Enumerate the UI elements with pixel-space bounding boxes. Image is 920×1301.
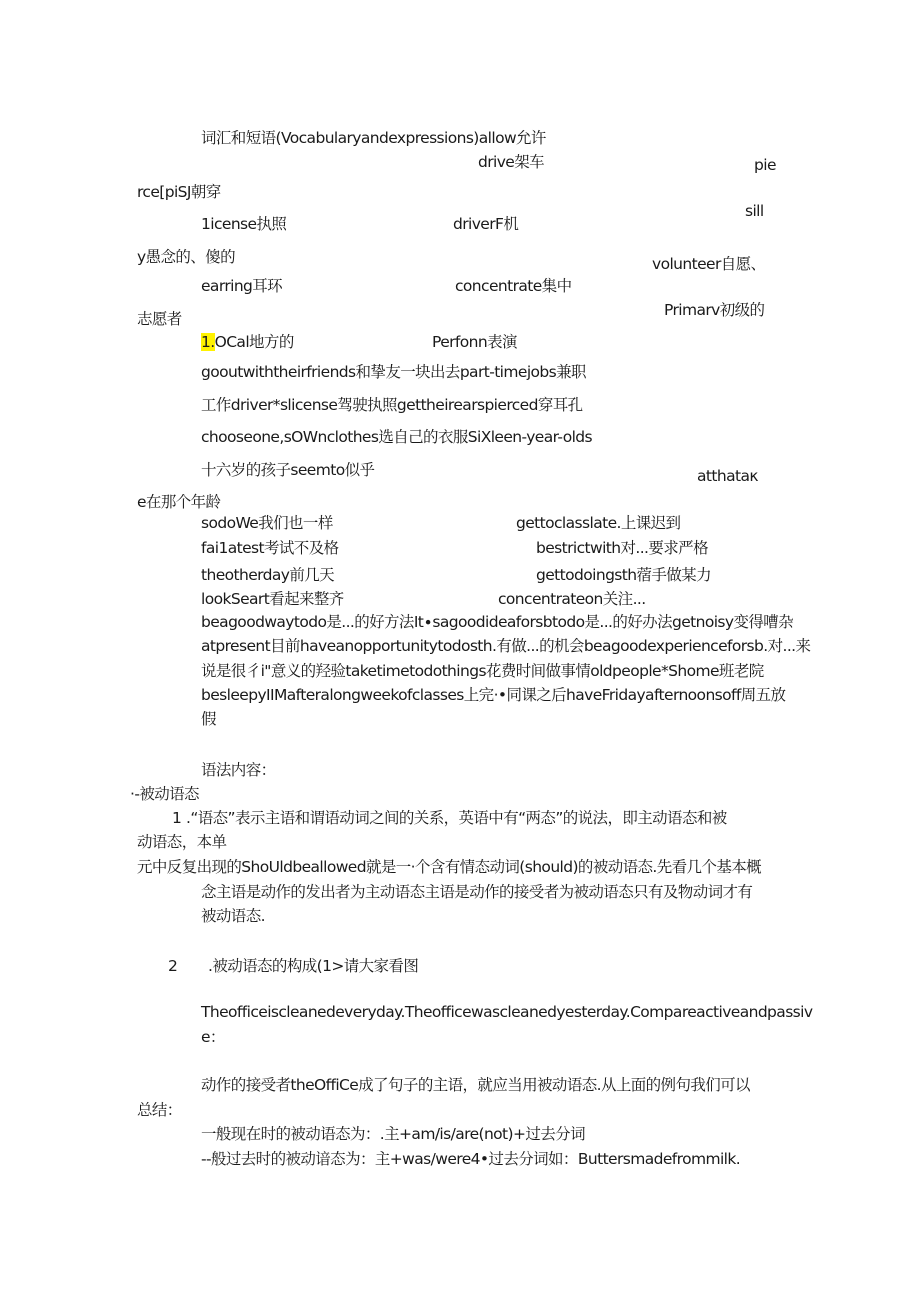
vocab-concentrateon: concentrateon关注... [498, 590, 646, 608]
vocab-driver: driverF机 [453, 215, 519, 233]
p2-text: .被动语态的构成(1>请大家看图 [208, 957, 419, 975]
vocab-line-sixteen: 十六岁的孩子seemto似乎 [201, 461, 375, 479]
grammar-title: 语法内容： [201, 761, 276, 779]
vocab-heading: 词汇和短语(Vocabularyandexpressions)allow允许 [201, 129, 546, 147]
vocab-license: 1icense执照 [201, 215, 287, 233]
vocab-line-goodway: beagoodwaytodo是...的好方法It∙sagoodideaforsbtodo是...的好办法getnoisy变得嘈杂 [201, 613, 794, 631]
vocab-local [201, 332, 294, 352]
past-passive-rule: --般过去时的被动谙态为：主+was/were4•过去分词如：Buttersmadefrommilk. [201, 1150, 741, 1168]
vocab-looksmart: lookSeart看起来整齐 [201, 590, 344, 608]
vocab-earring: earring耳环 [201, 277, 283, 295]
vocab-volunteer: volunteer自愿、 [652, 255, 766, 273]
vocab-atthatage: atthataκ [697, 467, 758, 485]
p1-line1: .“语态”表示主语和谓语动词之间的关系，英语中有“两态”的说法，即主动语态和被 [186, 809, 727, 827]
vocab-primary: Primarv初级的 [664, 301, 765, 319]
vocab-gettodo: gettodoingsth蓿手做某力 [536, 566, 711, 584]
p1-line3: 元中反复出现的ShoUldbeallowed就是一·个含有情态动词(should)的被动语态.先看几个基本概 [137, 858, 762, 876]
vocab-pierce: rce[piSJ朝穿 [137, 183, 221, 201]
present-passive-rule: 一般现在时的被动语态为：.主+am/is/are(not)+过去分词 [201, 1125, 585, 1143]
vocab-line-meaning: 说是很彳i"意义的羟验taketimetodothings花费时间做事情oldpeople*Shome班老院 [201, 662, 764, 680]
vocab-silly: y愚念的、傻的 [137, 248, 235, 266]
example-line1: Theofficeiscleanedeveryday.Theofficewascleanedyesterday.Compareactiveandpassiv [201, 1003, 813, 1021]
example-line2: e： [201, 1028, 225, 1046]
vocab-pie: pie [754, 156, 776, 174]
vocab-volunteer-cont: 志愿者 [137, 310, 182, 328]
vocab-drive: drive架车 [478, 153, 545, 171]
vocab-sodowe: sodoWe我们也一样 [201, 514, 333, 532]
vocab-otherday: theotherday前几天 [201, 566, 335, 584]
vocab-line-holiday: 假 [201, 710, 216, 728]
vocab-sill: sill [745, 202, 764, 220]
p1-line4: 念主语是动作的发出者为主动语态主语是动作的接受者为被动语态只有及物动词才有 [201, 883, 753, 901]
p1-line2: 动语态，本单 [137, 833, 227, 851]
passive-heading: ·-被动语态 [130, 785, 199, 803]
summary-line1: 动作的接受者theOffiCe成了句子的主语，就应当用被动语态.从上面的例句我们可以 [201, 1076, 750, 1094]
p1-line5: 被动语态. [201, 907, 265, 925]
vocab-perform: Perfonn表演 [432, 333, 517, 351]
highlight-mark: 1. [201, 333, 215, 351]
vocab-fail: fai1atest考试不及格 [201, 539, 339, 557]
vocab-line-goout: gooutwiththeirfriends和挚友一块出去part-timejobs兼职 [201, 363, 586, 381]
vocab-concentrate: concentrate集中 [455, 277, 572, 295]
vocab-atthatage-cont: e在那个年龄 [137, 493, 221, 511]
vocab-line-choose: chooseone,sOWnclothes选自己的衣服SiXleen-year-olds [201, 428, 593, 446]
vocab-line-present: atpresent目前haveanopportunitytodosth.有做...的机会beagoodexperienceforsb.对...来 [201, 637, 811, 655]
vocab-strict: bestrictwith对...要求严格 [536, 539, 708, 557]
vocab-line-work: 工作driver*slicense驾驶执照gettheirearspierced穿耳孔 [201, 396, 583, 414]
vocab-local-text: OCal地方的 [214, 333, 294, 351]
vocab-getlate: gettoclasslate.上课迟到 [516, 514, 681, 532]
p1-number: 1 [172, 809, 182, 827]
vocab-line-sleepy: besleepyIIMafteralongweekofclasses上完·•同课之后haveFridayafternoonsoff周五放 [201, 686, 786, 704]
p2-number: 2 [168, 957, 178, 975]
summary-line2: 总结： [137, 1101, 182, 1119]
